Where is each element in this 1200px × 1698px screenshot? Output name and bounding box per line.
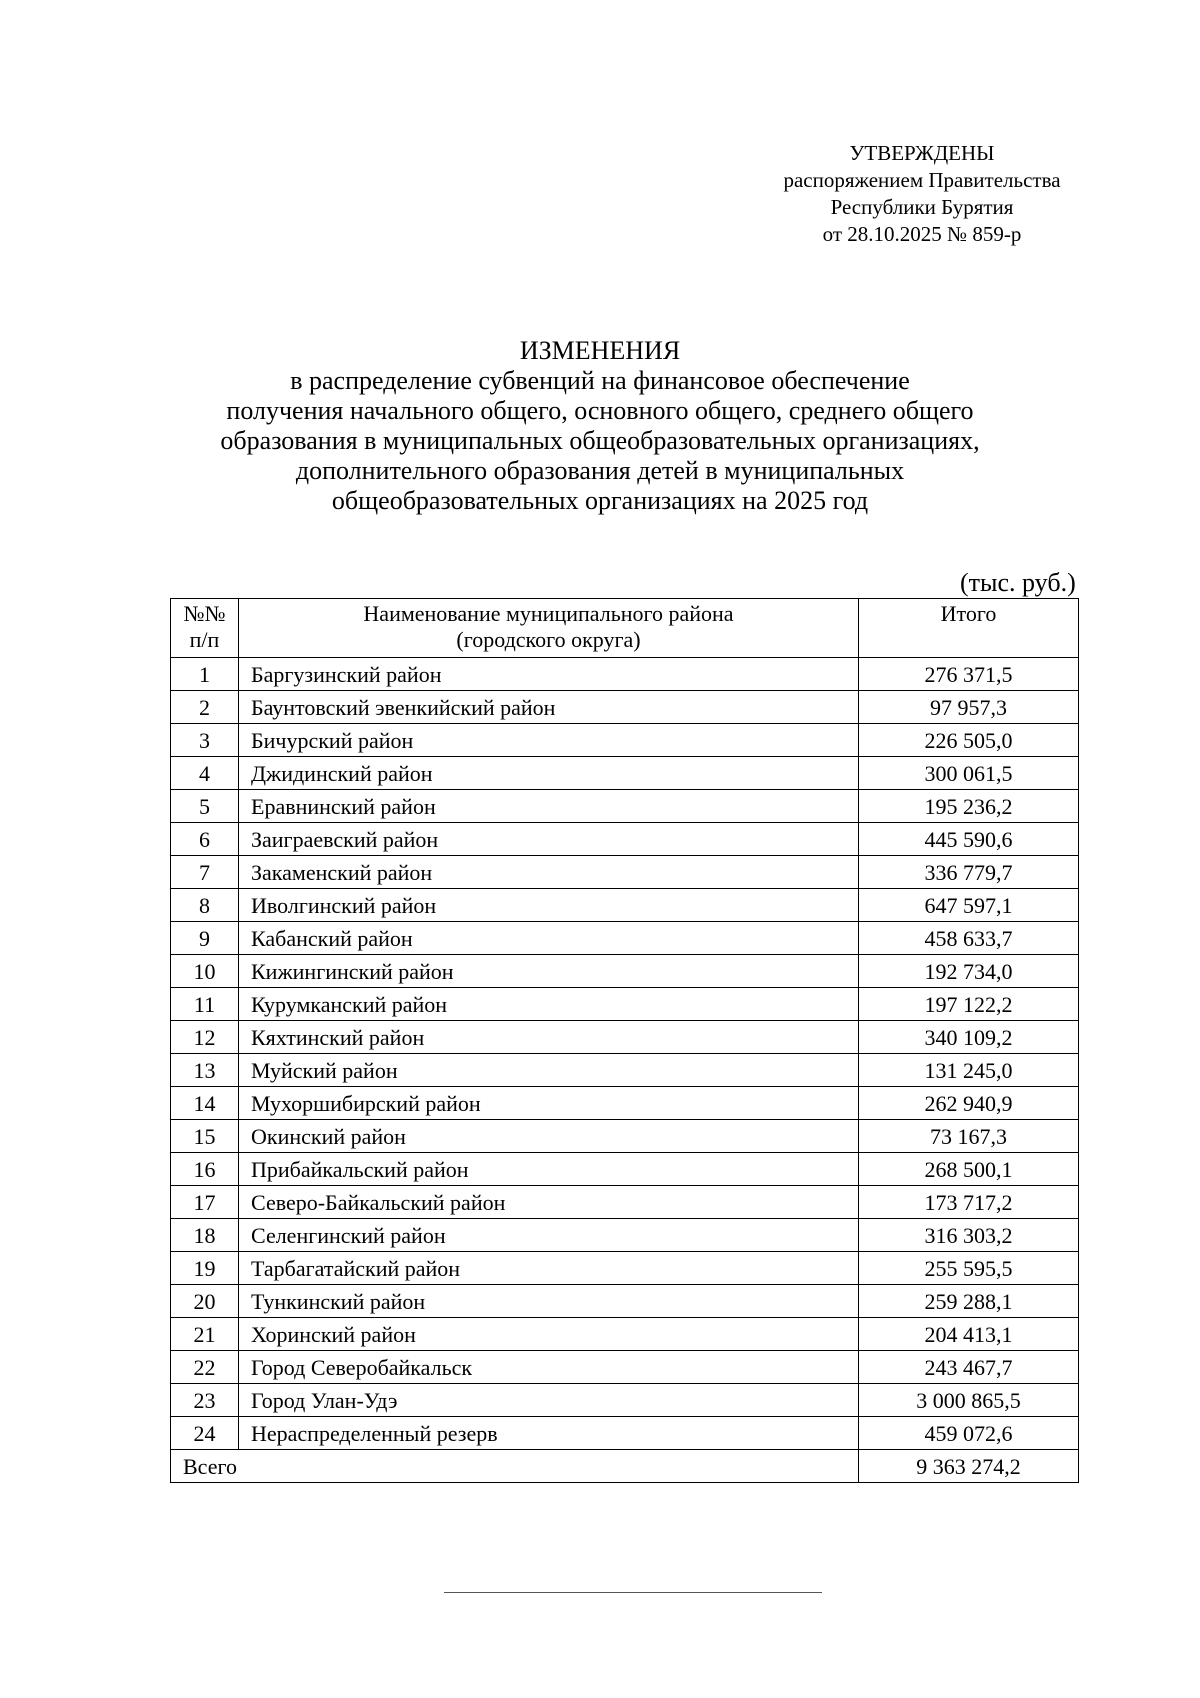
row-total: 459 072,6 bbox=[859, 1417, 1079, 1450]
row-district-name: Нераспределенный резерв bbox=[239, 1417, 859, 1450]
row-district-name: Баунтовский эвенкийский район bbox=[239, 691, 859, 724]
row-district-name: Хоринский район bbox=[239, 1318, 859, 1351]
table-row bbox=[171, 1384, 1079, 1417]
table-row bbox=[171, 1054, 1079, 1087]
table-row bbox=[171, 1252, 1079, 1285]
table-header-row bbox=[171, 599, 1079, 658]
row-total: 173 717,2 bbox=[859, 1186, 1079, 1219]
approval-authority: распоряжением Правительства bbox=[783, 168, 1061, 192]
row-total: 316 303,2 bbox=[859, 1219, 1079, 1252]
row-district-name: Мухоршибирский район bbox=[239, 1087, 859, 1120]
header-name-line1: Наименование муниципального района bbox=[363, 601, 734, 626]
row-number: 9 bbox=[171, 922, 239, 955]
row-total: 259 288,1 bbox=[859, 1285, 1079, 1318]
row-district-name: Северо-Байкальский район bbox=[239, 1186, 859, 1219]
table-row bbox=[171, 1186, 1079, 1219]
row-number: 5 bbox=[171, 790, 239, 823]
row-total: 97 957,3 bbox=[859, 691, 1079, 724]
footer-divider bbox=[444, 1592, 822, 1593]
table-row bbox=[171, 1285, 1079, 1318]
table-row bbox=[171, 757, 1079, 790]
row-total: 204 413,1 bbox=[859, 1318, 1079, 1351]
row-number: 10 bbox=[171, 955, 239, 988]
table-row bbox=[171, 988, 1079, 1021]
row-district-name: Закаменский район bbox=[239, 856, 859, 889]
row-district-name: Тарбагатайский район bbox=[239, 1252, 859, 1285]
row-number: 15 bbox=[171, 1120, 239, 1153]
row-total: 197 122,2 bbox=[859, 988, 1079, 1021]
row-number: 18 bbox=[171, 1219, 239, 1252]
summary-label: Всего bbox=[171, 1450, 859, 1483]
title-line: в распределение субвенций на финансовое обеспечение bbox=[290, 366, 910, 395]
header-district-name bbox=[239, 599, 859, 658]
document-title bbox=[140, 336, 1060, 516]
row-district-name: Муйский район bbox=[239, 1054, 859, 1087]
header-total: Итого bbox=[859, 599, 1079, 658]
row-district-name: Тункинский район bbox=[239, 1285, 859, 1318]
header-number-line2: п/п bbox=[189, 627, 220, 652]
row-number: 7 bbox=[171, 856, 239, 889]
header-number-line1: №№ bbox=[183, 601, 226, 626]
summary-row bbox=[171, 1450, 1079, 1483]
row-district-name: Кяхтинский район bbox=[239, 1021, 859, 1054]
table-row bbox=[171, 1351, 1079, 1384]
title-line: общеобразовательных организациях на 2025 год bbox=[331, 486, 869, 515]
row-number: 3 bbox=[171, 724, 239, 757]
table-row bbox=[171, 1120, 1079, 1153]
table-row bbox=[171, 889, 1079, 922]
row-total: 262 940,9 bbox=[859, 1087, 1079, 1120]
table-row bbox=[171, 922, 1079, 955]
row-total: 340 109,2 bbox=[859, 1021, 1079, 1054]
row-total: 131 245,0 bbox=[859, 1054, 1079, 1087]
title-line: дополнительного образования детей в муниципальных bbox=[295, 456, 905, 485]
row-number: 19 bbox=[171, 1252, 239, 1285]
table-row bbox=[171, 691, 1079, 724]
approval-date-number: от 28.10.2025 № 859-р bbox=[822, 222, 1022, 246]
row-district-name: Кабанский район bbox=[239, 922, 859, 955]
row-district-name: Бичурский район bbox=[239, 724, 859, 757]
row-total: 268 500,1 bbox=[859, 1153, 1079, 1186]
row-number: 14 bbox=[171, 1087, 239, 1120]
row-number: 4 bbox=[171, 757, 239, 790]
row-number: 13 bbox=[171, 1054, 239, 1087]
row-number: 12 bbox=[171, 1021, 239, 1054]
row-district-name: Иволгинский район bbox=[239, 889, 859, 922]
units-label: (тыс. руб.) bbox=[960, 568, 1076, 597]
header-number bbox=[171, 599, 239, 658]
table-row bbox=[171, 1417, 1079, 1450]
row-total: 445 590,6 bbox=[859, 823, 1079, 856]
row-total: 276 371,5 bbox=[859, 658, 1079, 691]
table-row bbox=[171, 790, 1079, 823]
table-row bbox=[171, 823, 1079, 856]
row-number: 21 bbox=[171, 1318, 239, 1351]
table-row bbox=[171, 1219, 1079, 1252]
title-line: образования в муниципальных общеобразовательных организациях, bbox=[220, 426, 980, 455]
row-district-name: Окинский район bbox=[239, 1120, 859, 1153]
row-district-name: Город Северобайкальск bbox=[239, 1351, 859, 1384]
table-row bbox=[171, 955, 1079, 988]
table-row bbox=[171, 1318, 1079, 1351]
row-number: 16 bbox=[171, 1153, 239, 1186]
row-total: 336 779,7 bbox=[859, 856, 1079, 889]
row-total: 226 505,0 bbox=[859, 724, 1079, 757]
row-district-name: Курумканский район bbox=[239, 988, 859, 1021]
row-total: 192 734,0 bbox=[859, 955, 1079, 988]
row-district-name: Джидинский район bbox=[239, 757, 859, 790]
table-row bbox=[171, 856, 1079, 889]
row-number: 11 bbox=[171, 988, 239, 1021]
row-number: 1 bbox=[171, 658, 239, 691]
row-district-name: Прибайкальский район bbox=[239, 1153, 859, 1186]
row-total: 647 597,1 bbox=[859, 889, 1079, 922]
table-row bbox=[171, 1153, 1079, 1186]
row-district-name: Заиграевский район bbox=[239, 823, 859, 856]
title-line: получения начального общего, основного общего, среднего общего bbox=[226, 396, 974, 425]
row-number: 20 bbox=[171, 1285, 239, 1318]
approval-region: Республики Бурятия bbox=[830, 195, 1014, 219]
row-total: 195 236,2 bbox=[859, 790, 1079, 823]
row-number: 22 bbox=[171, 1351, 239, 1384]
row-total: 300 061,5 bbox=[859, 757, 1079, 790]
row-total: 255 595,5 bbox=[859, 1252, 1079, 1285]
row-number: 24 bbox=[171, 1417, 239, 1450]
approval-status: УТВЕРЖДЕНЫ bbox=[849, 141, 995, 165]
approval-stamp bbox=[752, 140, 1092, 248]
header-name-line2: (городского округа) bbox=[456, 627, 641, 652]
row-number: 8 bbox=[171, 889, 239, 922]
row-number: 23 bbox=[171, 1384, 239, 1417]
row-total: 3 000 865,5 bbox=[859, 1384, 1079, 1417]
row-total: 73 167,3 bbox=[859, 1120, 1079, 1153]
row-number: 17 bbox=[171, 1186, 239, 1219]
row-district-name: Кижингинский район bbox=[239, 955, 859, 988]
row-number: 6 bbox=[171, 823, 239, 856]
title-heading: ИЗМЕНЕНИЯ bbox=[519, 336, 681, 365]
table-body bbox=[171, 658, 1079, 1450]
row-district-name: Селенгинский район bbox=[239, 1219, 859, 1252]
row-district-name: Еравнинский район bbox=[239, 790, 859, 823]
table-row bbox=[171, 724, 1079, 757]
row-total: 243 467,7 bbox=[859, 1351, 1079, 1384]
row-total: 458 633,7 bbox=[859, 922, 1079, 955]
table-row bbox=[171, 658, 1079, 691]
table-row bbox=[171, 1087, 1079, 1120]
distribution-table bbox=[170, 598, 1079, 1483]
table-row bbox=[171, 1021, 1079, 1054]
summary-total: 9 363 274,2 bbox=[859, 1450, 1079, 1483]
row-number: 2 bbox=[171, 691, 239, 724]
row-district-name: Город Улан-Удэ bbox=[239, 1384, 859, 1417]
row-district-name: Баргузинский район bbox=[239, 658, 859, 691]
